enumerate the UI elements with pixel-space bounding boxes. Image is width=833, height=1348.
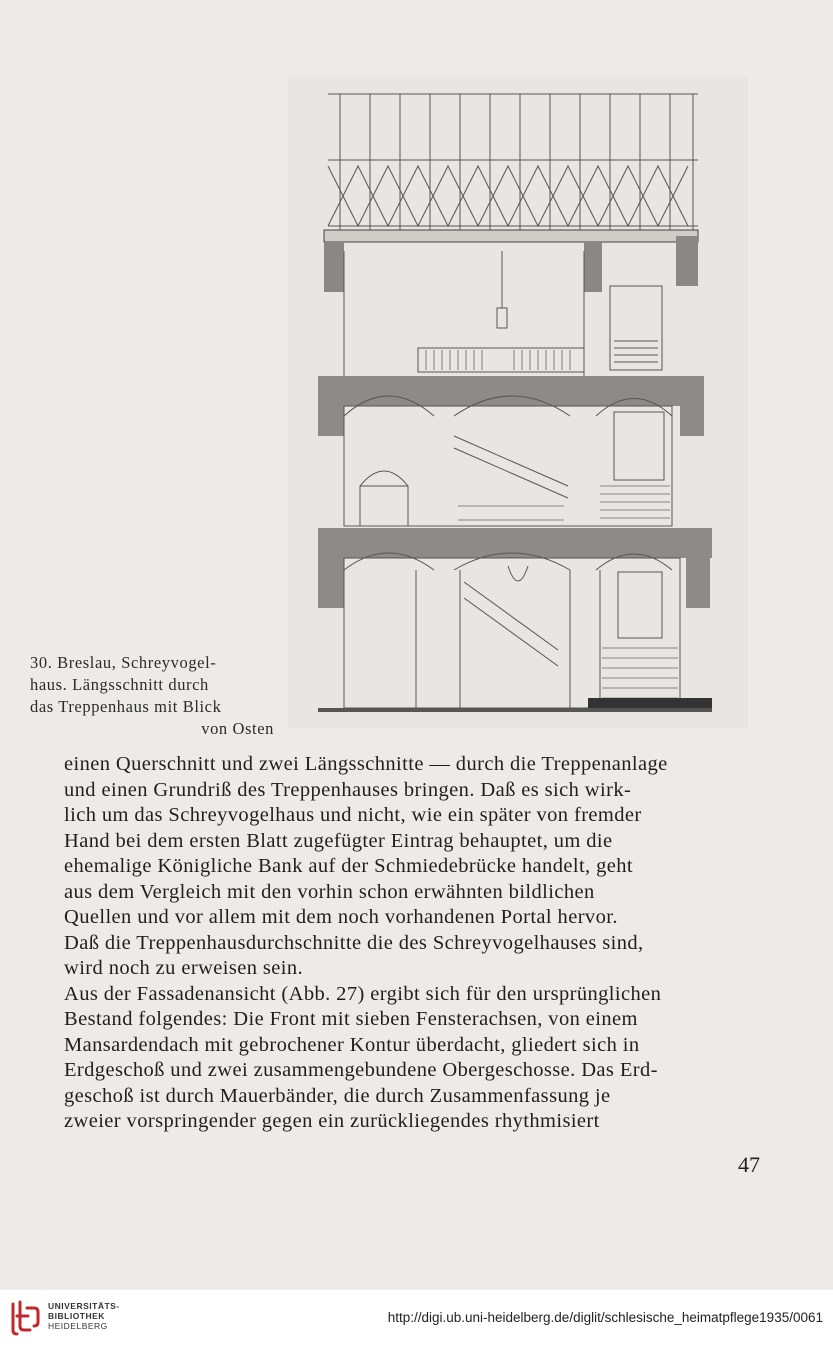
staircase-section-drawing <box>288 76 748 728</box>
text-line: wird noch zu erweisen sein. <box>64 957 304 979</box>
text-line: zweier vorspringender gegen ein zurückliegendes rhythmisiert <box>64 1110 600 1132</box>
text-line: Daß die Treppenhausdurchschnitte die des Schreyvogelhauses sind, <box>64 931 644 954</box>
library-name-line: BIBLIOTHEK <box>48 1311 105 1321</box>
text-line: Erdgeschoß und zwei zusammengebundene Obergeschosse. Das Erd- <box>64 1059 658 1081</box>
text-line: Quellen und vor allem mit dem noch vorhandenen Portal hervor. <box>64 906 618 928</box>
caption-line: 30. Breslau, Schreyvogel- <box>30 653 217 672</box>
caption-line: das Treppenhaus mit Blick <box>30 697 222 716</box>
text-line: Aus der Fassadenansicht (Abb. 27) ergibt sich für den ursprünglichen <box>64 982 662 1005</box>
section-drawing-svg <box>288 76 748 728</box>
caption-line: haus. Längsschnitt durch <box>30 675 209 694</box>
text-line: lich um das Schreyvogelhaus und nicht, wie ein später von fremder <box>64 804 642 826</box>
text-line: ehemalige Königliche Bank auf der Schmiedebrücke handelt, geht <box>64 855 633 877</box>
library-name <box>48 1301 120 1331</box>
text-line: Bestand folgendes: Die Front mit sieben Fensterachsen, von einem <box>64 1008 638 1030</box>
text-line: Mansardendach mit gebrochener Kontur überdacht, gliedert sich in <box>64 1033 640 1056</box>
caption-line: von Osten <box>201 719 274 738</box>
figure-caption <box>30 652 274 740</box>
library-name-line: UNIVERSITÄTS- <box>48 1301 120 1311</box>
text-line: Hand bei dem ersten Blatt zugefügter Eintrag behauptet, um die <box>64 829 613 852</box>
page-number: 47 <box>738 1152 760 1177</box>
library-name-line: HEIDELBERG <box>48 1321 108 1331</box>
permalink-url[interactable]: http://digi.ub.uni-heidelberg.de/diglit/schlesische_heimatpflege1935/0061 <box>387 1310 823 1325</box>
ub-heidelberg-logo-icon[interactable] <box>8 1298 42 1338</box>
footer-bar <box>0 1290 833 1348</box>
text-line: einen Querschnitt und zwei Längsschnitte — durch die Treppenanlage <box>64 753 668 775</box>
text-line: geschoß ist durch Mauerbänder, die durch Zusammenfassung je <box>64 1084 611 1107</box>
text-line: und einen Grundriß des Treppenhauses bringen. Daß es sich wirk- <box>64 778 632 801</box>
text-line: aus dem Vergleich mit den vorhin schon erwähnten bildlichen <box>64 880 595 903</box>
body-text <box>64 752 764 1135</box>
